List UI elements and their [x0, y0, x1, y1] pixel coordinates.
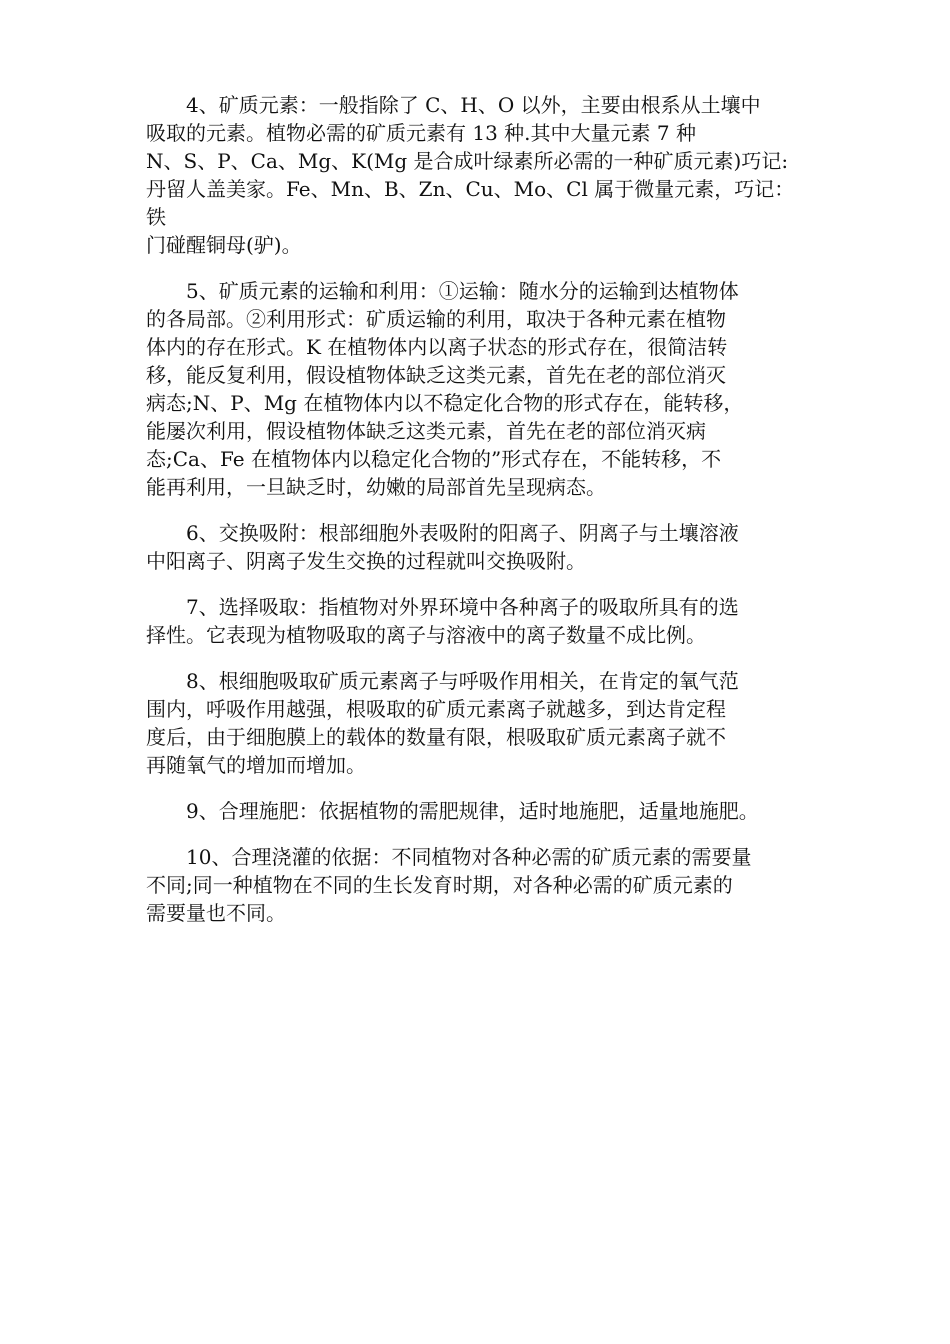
text-line: 的各局部。②利用形式：矿质运输的利用，取决于各种元素在植物 — [146, 307, 726, 331]
text-line: 态;Ca、Fe 在植物体内以稳定化合物的”形式存在，不能转移，不 — [146, 447, 722, 471]
text-line: 不同;同一种植物在不同的生长发育时期，对各种必需的矿质元素的 — [146, 873, 733, 897]
paragraph-8 — [146, 667, 818, 779]
paragraph-10 — [146, 843, 818, 927]
text-line: 围内，呼吸作用越强，根吸取的矿质元素离子就越多，到达肯定程 — [146, 697, 726, 721]
paragraph-9 — [146, 797, 818, 825]
text-line: 吸取的元素。植物必需的矿质元素有 13 种.其中大量元素 7 种 — [146, 121, 696, 145]
text-line: 能屡次利用，假设植物体缺乏这类元素，首先在老的部位消灭病 — [146, 419, 706, 443]
text-line: 6、交换吸附：根部细胞外表吸附的阳离子、阴离子与土壤溶液 — [146, 521, 739, 545]
text-line: 体内的存在形式。K 在植物体内以离子状态的形式存在，很简洁转 — [146, 335, 728, 359]
paragraph-4 — [146, 91, 818, 259]
text-line: 病态;N、P、Mg 在植物体内以不稳定化合物的形式存在，能转移， — [146, 391, 744, 415]
paragraph-6 — [146, 519, 818, 575]
text-line: 铁 — [146, 205, 166, 229]
text-line: N、S、P、Ca、Mg、K(Mg 是合成叶绿素所必需的一种矿质元素)巧记: — [146, 149, 789, 173]
text-line: 择性。它表现为植物吸取的离子与溶液中的离子数量不成比例。 — [146, 623, 706, 647]
text-line: 9、合理施肥：依据植物的需肥规律，适时地施肥，适量地施肥。 — [146, 799, 759, 823]
text-line: 5、矿质元素的运输和利用：①运输：随水分的运输到达植物体 — [146, 279, 739, 303]
paragraph-7 — [146, 593, 818, 649]
text-line: 度后，由于细胞膜上的载体的数量有限，根吸取矿质元素离子就不 — [146, 725, 726, 749]
text-line: 10、合理浇灌的依据：不同植物对各种必需的矿质元素的需要量 — [146, 845, 752, 869]
paragraph-5 — [146, 277, 818, 501]
text-line: 需要量也不同。 — [146, 901, 286, 925]
text-line: 丹留人盖美家。Fe、Mn、B、Zn、Cu、Mo、Cl 属于微量元素，巧记： — [146, 177, 795, 201]
text-line: 门碰醒铜母(驴)。 — [146, 233, 302, 257]
text-line: 中阳离子、阴离子发生交换的过程就叫交换吸附。 — [146, 549, 586, 573]
text-line: 能再利用，一旦缺乏时，幼嫩的局部首先呈现病态。 — [146, 475, 606, 499]
text-line: 8、根细胞吸取矿质元素离子与呼吸作用相关，在肯定的氧气范 — [146, 669, 739, 693]
text-line: 再随氧气的增加而增加。 — [146, 753, 366, 777]
text-line: 移，能反复利用，假设植物体缺乏这类元素，首先在老的部位消灭 — [146, 363, 726, 387]
text-line: 4、矿质元素：一般指除了 C、H、O 以外，主要由根系从土壤中 — [146, 93, 761, 117]
text-line: 7、选择吸取：指植物对外界环境中各种离子的吸取所具有的选 — [146, 595, 739, 619]
document-body — [146, 91, 818, 945]
